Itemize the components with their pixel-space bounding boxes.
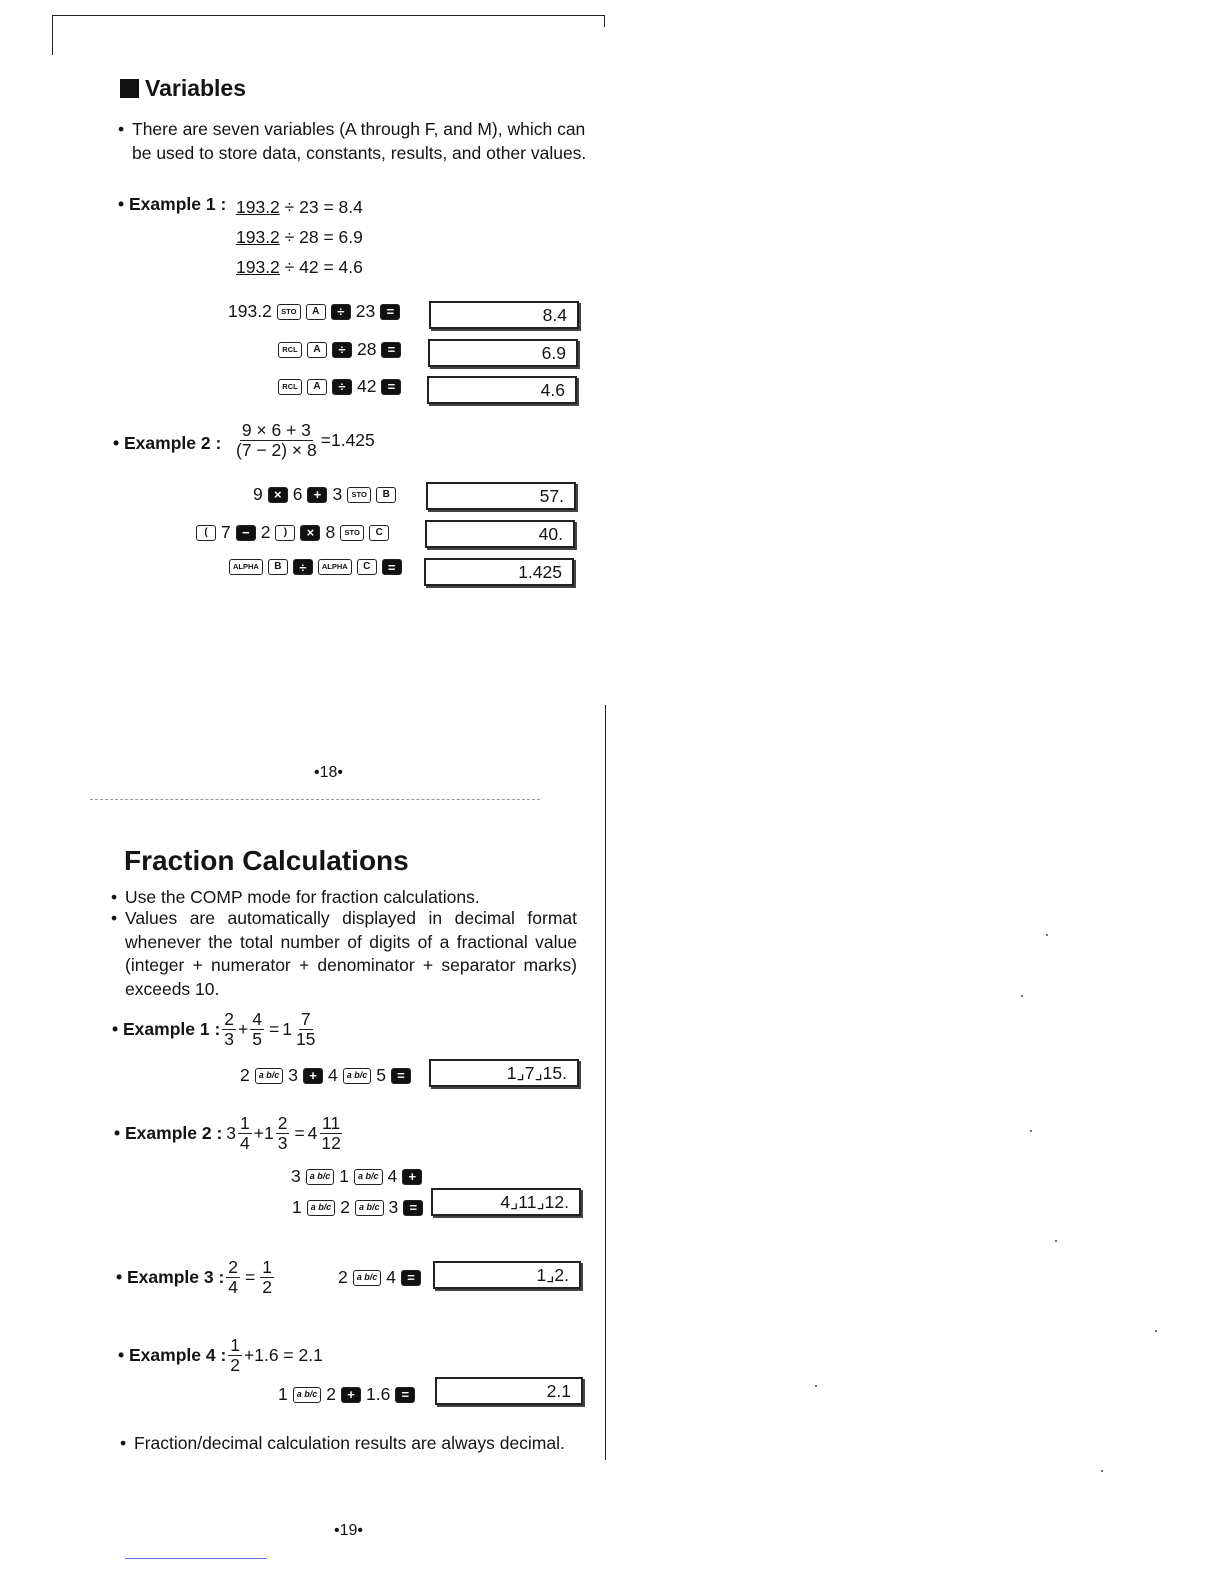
key-sequence: RCL A ÷ 42 = [278, 376, 401, 397]
b-key: B [268, 559, 288, 575]
equals-key: = [391, 1068, 411, 1084]
blue-rule [125, 1558, 267, 1559]
fraction-key: a b/c [353, 1270, 382, 1286]
alpha-key: ALPHA [229, 559, 263, 575]
equals-key: = [381, 379, 401, 395]
scan-speck [1030, 1130, 1032, 1132]
equals-key: = [395, 1387, 415, 1403]
key-sequence [229, 559, 402, 575]
open-paren-key: ( [196, 525, 216, 541]
sto-key: STO [347, 487, 371, 503]
scan-speck [1155, 1330, 1157, 1332]
example-1-label: • Example 1 : [118, 194, 227, 214]
fraction-key: a b/c [293, 1387, 322, 1403]
a-key: A [307, 379, 327, 395]
key-sequence: 9 × 6 + 3 STO B [253, 484, 396, 505]
scan-speck [815, 1385, 817, 1387]
fraction-key: a b/c [306, 1169, 335, 1185]
rcl-key: RCL [278, 379, 302, 395]
variables-intro: • There are seven variables (A through F, and M), which can be used to store data, constants, results, and other values. [118, 119, 587, 163]
scan-speck [1046, 934, 1048, 936]
scan-speck [1021, 995, 1023, 997]
top-rule [52, 15, 605, 16]
key-sequence: 2 a b/c 3 + 4 a b/c 5 = [240, 1065, 411, 1086]
plus-key: + [341, 1387, 361, 1403]
fraction-example-1: • Example 1 : $\frac{2}{3}$ + $\frac{4}{5}$ = 1 $\frac{7}{15}$ [112, 1009, 316, 1050]
key-sequence: RCL A ÷ 28 = [278, 339, 401, 360]
page-divider [90, 799, 540, 800]
key-sequence: 2 a b/c 4 = [338, 1267, 421, 1288]
close-paren-key: ) [275, 525, 295, 541]
fraction-example-2: • Example 2 : 3 $\frac{1}{4}$ +1 $\frac{2}{3}$ = 4 $\frac{11}{12}$ [114, 1113, 341, 1154]
equals-key: = [382, 559, 402, 575]
right-frame-line [605, 705, 606, 1460]
calculator-display: 6.9 [428, 339, 578, 367]
fraction-note: • Fraction/decimal calculation results are always decimal. [120, 1433, 565, 1453]
page-number: •19• [334, 1522, 363, 1539]
divide-key: ÷ [331, 304, 351, 320]
key-sequence: 193.2 STO A ÷ 23 = [228, 301, 400, 322]
fraction-key: a b/c [307, 1200, 336, 1216]
calculator-display: 4.6 [427, 376, 577, 404]
c-key: C [369, 525, 389, 541]
example-2-label: • Example 2 : [113, 433, 222, 453]
divide-key: ÷ [332, 379, 352, 395]
equals-key: = [403, 1200, 423, 1216]
alpha-key: ALPHA [318, 559, 352, 575]
a-key: A [306, 304, 326, 320]
equals-key: = [381, 342, 401, 358]
plus-key: + [307, 487, 327, 503]
plus-key: + [402, 1169, 422, 1185]
calculator-display: 57. [426, 482, 576, 510]
key-sequence: 1 a b/c 2 + 1.6 = [278, 1384, 415, 1405]
black-square-icon [120, 79, 139, 98]
sto-key: STO [277, 304, 301, 320]
multiply-key: × [268, 487, 288, 503]
scan-speck [1101, 1470, 1103, 1472]
fraction-bullet: • Values are automatically displayed in decimal format whenever the total number of digits of a fractional value (integer + numerator + denominator + separator marks) exceeds 10. [111, 908, 577, 999]
right-frame-line-top [604, 15, 605, 27]
fraction: $\frac{9 \times 6 + 3}{(7 - 2) \times 8}$ [236, 420, 317, 461]
c-key: C [357, 559, 377, 575]
plus-key: + [303, 1068, 323, 1084]
section-heading-variables: Variables [120, 75, 246, 102]
calculator-display: 4⌟11⌟12. [431, 1188, 581, 1216]
sto-key: STO [340, 525, 364, 541]
fraction-key: a b/c [255, 1068, 284, 1084]
calculator-display: 40. [425, 520, 575, 548]
rcl-key: RCL [278, 342, 302, 358]
b-key: B [376, 487, 396, 503]
fraction-example-3: • Example 3 : $\frac{2}{4}$ = $\frac{1}{2}$ [116, 1257, 272, 1298]
calculator-display: 1.425 [424, 558, 574, 586]
scan-speck [1055, 1240, 1057, 1242]
calculator-display: 1⌟7⌟15. [429, 1059, 579, 1087]
example-2-expression: $\frac{9 \times 6 + 3}{(7 - 2) \times 8}$ =1.425 [236, 420, 375, 461]
fraction-key: a b/c [354, 1169, 383, 1185]
key-sequence: 3 a b/c 1 a b/c 4 + [291, 1166, 422, 1187]
example-1-line: 193.2 ÷ 42 = 4.6 [236, 257, 363, 277]
divide-key: ÷ [293, 559, 313, 575]
calculator-display: 8.4 [429, 301, 579, 329]
equals-key: = [401, 1270, 421, 1286]
calculator-display: 2.1 [435, 1377, 583, 1405]
fraction-example-4: • Example 4 : $\frac{1}{2}$ +1.6 = 2.1 [118, 1335, 323, 1376]
fraction-key: a b/c [355, 1200, 384, 1216]
example-1-line: 193.2 ÷ 23 = 8.4 [236, 197, 363, 217]
divide-key: ÷ [332, 342, 352, 358]
multiply-key: × [300, 525, 320, 541]
minus-key: − [236, 525, 256, 541]
example-1-line: 193.2 ÷ 28 = 6.9 [236, 227, 363, 247]
fraction-bullet: • Use the COMP mode for fraction calculations. [111, 887, 480, 907]
a-key: A [307, 342, 327, 358]
key-sequence: 1 a b/c 2 a b/c 3 = [292, 1197, 423, 1218]
fraction-key: a b/c [343, 1068, 372, 1084]
left-frame-line [52, 15, 53, 55]
calculator-display: 1⌟2. [433, 1261, 581, 1289]
section-heading-fractions: Fraction Calculations [124, 845, 409, 876]
page-number: •18• [314, 764, 343, 781]
equals-key: = [380, 304, 400, 320]
key-sequence: ( 7 − 2 ) × 8 STO C [196, 522, 389, 543]
